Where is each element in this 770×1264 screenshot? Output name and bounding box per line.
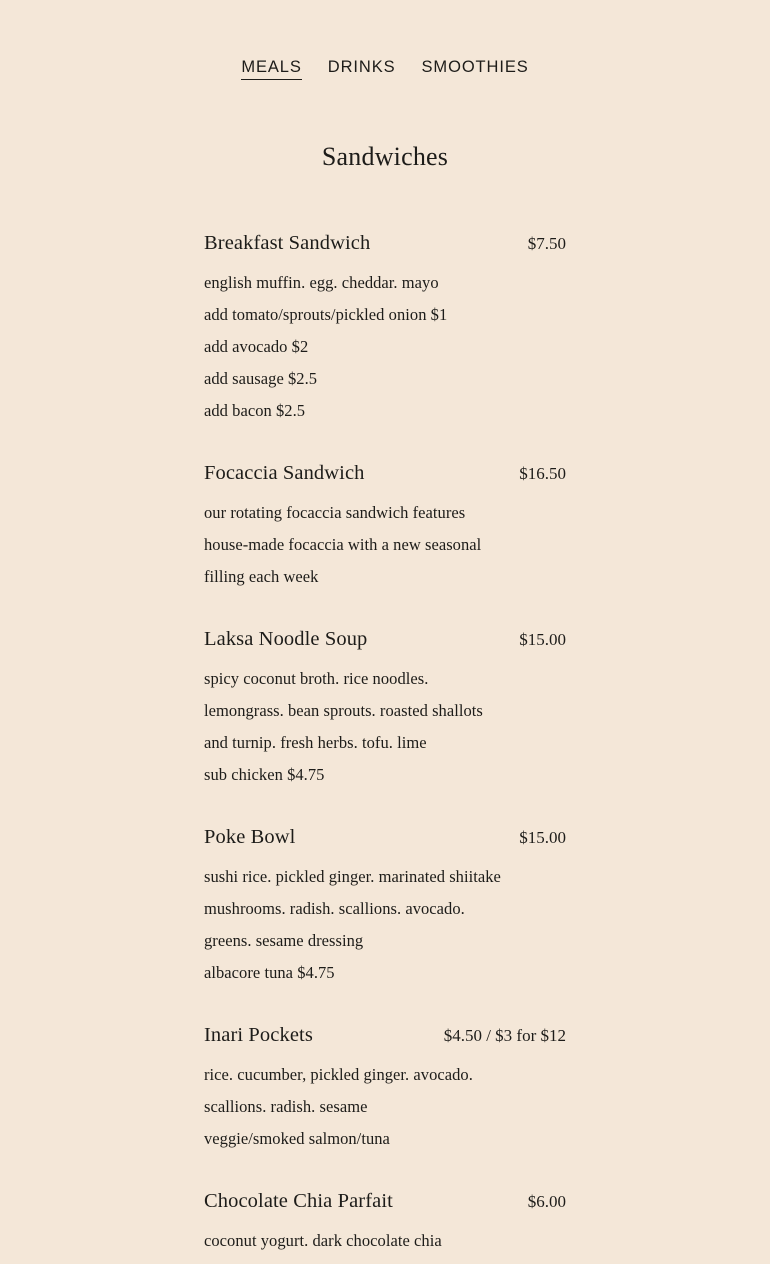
menu-item-description-line: albacore tuna $4.75: [204, 963, 335, 982]
main-navigation: [0, 58, 770, 80]
menu-item-header: [204, 826, 566, 849]
menu-item-description-line: sushi rice. pickled ginger. marinated shiitake: [204, 867, 501, 886]
nav-item-smoothies[interactable]: SMOOTHIES: [421, 58, 529, 76]
menu-item-description-line: mushrooms. radish. scallions. avocado.: [204, 899, 465, 918]
menu-item-description-line: spicy coconut broth. rice noodles.: [204, 669, 429, 688]
menu-item-description-line: rice. cucumber, pickled ginger. avocado.: [204, 1065, 473, 1084]
menu-item-description-line: english muffin. egg. cheddar. mayo: [204, 273, 439, 292]
nav-item-meals[interactable]: MEALS: [241, 58, 301, 80]
menu-item-price: $15.00: [519, 630, 566, 649]
menu-item-header: [204, 1024, 566, 1047]
menu-item-price: $7.50: [527, 234, 566, 253]
menu-item: [204, 1190, 566, 1257]
menu-item-name: Inari Pockets: [204, 1024, 313, 1046]
menu-item-header: [204, 1190, 566, 1213]
menu-item-name: Focaccia Sandwich: [204, 462, 365, 484]
menu-item-price: $6.00: [527, 1192, 566, 1211]
menu-item-description-line: add tomato/sprouts/pickled onion $1: [204, 305, 448, 324]
menu-item-description-line: veggie/smoked salmon/tuna: [204, 1129, 390, 1148]
menu-item-name: Poke Bowl: [204, 826, 296, 848]
menu-item-description-line: add avocado $2: [204, 337, 309, 356]
menu-item-description-line: add bacon $2.5: [204, 401, 306, 420]
menu-item: [204, 826, 566, 989]
menu-item-name: Laksa Noodle Soup: [204, 628, 368, 650]
menu-item-list: [204, 232, 566, 1257]
menu-item: [204, 628, 566, 791]
menu-item-price: $16.50: [519, 464, 566, 483]
menu-item-description-line: our rotating focaccia sandwich features: [204, 503, 466, 522]
menu-item-description-line: coconut yogurt. dark chocolate chia: [204, 1231, 442, 1250]
menu-item-header: [204, 628, 566, 651]
menu-item-header: [204, 232, 566, 255]
menu-item-description-line: add sausage $2.5: [204, 369, 318, 388]
menu-item: [204, 462, 566, 593]
menu-item-header: [204, 462, 566, 485]
menu-item-name: Breakfast Sandwich: [204, 232, 371, 254]
menu-item: [204, 1024, 566, 1155]
menu-item-name: Chocolate Chia Parfait: [204, 1190, 393, 1212]
menu-item-description-line: and turnip. fresh herbs. tofu. lime: [204, 733, 427, 752]
menu-item-description-line: greens. sesame dressing: [204, 931, 364, 950]
menu-item-description-line: house-made focaccia with a new seasonal: [204, 535, 482, 554]
page-title: Sandwiches: [321, 142, 449, 171]
menu-item-description-line: scallions. radish. sesame: [204, 1097, 368, 1116]
nav-item-drinks[interactable]: DRINKS: [327, 58, 396, 76]
menu-item-price: $4.50 / $3 for $12: [443, 1026, 566, 1045]
menu-item-price: $15.00: [519, 828, 566, 847]
menu-item-description-line: lemongrass. bean sprouts. roasted shallots: [204, 701, 483, 720]
menu-item-description-line: filling each week: [204, 567, 319, 586]
menu-item-description-line: sub chicken $4.75: [204, 765, 325, 784]
menu-item: [204, 232, 566, 427]
